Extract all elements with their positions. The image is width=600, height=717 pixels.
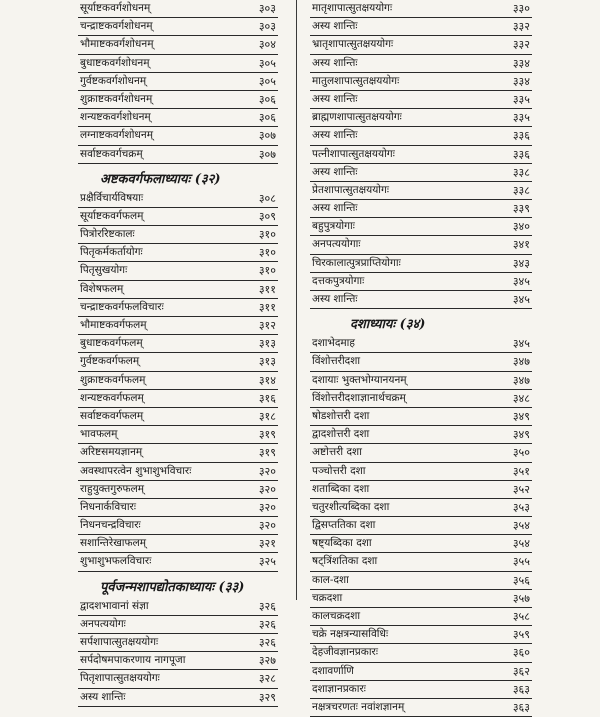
entry-title: पितृसुखयोगः bbox=[80, 264, 128, 277]
index-entry bbox=[310, 663, 532, 681]
entry-title: अरिष्टसमयज्ञानम् bbox=[80, 446, 143, 459]
entry-title: चक्रे नक्षत्रन्यासविधिः bbox=[312, 628, 389, 641]
index-entry bbox=[78, 408, 278, 426]
entry-title: सूर्याष्टकवर्गशोधनम् bbox=[80, 2, 151, 14]
index-entry bbox=[78, 55, 278, 73]
index-entry bbox=[310, 481, 532, 499]
page-number: ३३६ bbox=[512, 147, 530, 161]
page-number: ३१३ bbox=[258, 355, 276, 369]
page-number: ३४९ bbox=[512, 409, 530, 423]
index-entry bbox=[310, 390, 532, 408]
column-divider bbox=[296, 0, 297, 600]
index-entry bbox=[78, 244, 278, 262]
index-entry bbox=[310, 218, 532, 236]
entry-title: द्वादशोत्तरी दशा bbox=[312, 428, 370, 441]
page-number: ३१२ bbox=[258, 319, 276, 332]
page-number: ३४५ bbox=[512, 337, 530, 351]
chapter-title: पूर्वजन्मशापद्योतकाध्यायः (३३) bbox=[100, 579, 245, 595]
entry-title: सर्पशापात्सुतक्षययोगः bbox=[80, 636, 159, 648]
index-entry bbox=[78, 208, 278, 226]
index-entry bbox=[78, 517, 278, 535]
entry-title: दशावर्णाणि bbox=[312, 664, 354, 677]
chapter-heading-34 bbox=[310, 309, 532, 335]
page-number: ३१३ bbox=[258, 337, 276, 351]
index-entry bbox=[310, 273, 532, 291]
page-number: ३३५ bbox=[512, 92, 530, 106]
index-entry bbox=[78, 499, 278, 517]
left-entries-a bbox=[78, 0, 278, 164]
entry-title: सशान्तिरेखाफलम् bbox=[80, 537, 146, 550]
index-entry bbox=[78, 390, 278, 408]
index-entry bbox=[310, 73, 532, 91]
entry-title: दशायाः भुक्तभोग्यानयनम् bbox=[312, 373, 407, 386]
index-entry bbox=[310, 444, 532, 462]
entry-title: द्विसप्ततिका दशा bbox=[312, 519, 376, 532]
entry-title: दत्तकपुत्रयोगाः bbox=[312, 274, 365, 287]
page-number: ३२६ bbox=[258, 636, 276, 649]
entry-title: गुर्वष्टकवर्गशोधनम् bbox=[80, 74, 147, 87]
index-entry bbox=[310, 608, 532, 626]
index-entry bbox=[310, 408, 532, 426]
left-entries-b bbox=[78, 190, 278, 572]
index-entry bbox=[310, 109, 532, 127]
entry-title: अस्य शान्तिः bbox=[312, 92, 358, 105]
page-number: ३५५ bbox=[512, 555, 530, 569]
page-number: ३११ bbox=[258, 282, 276, 296]
page-number: ३३८ bbox=[512, 183, 530, 197]
index-entry bbox=[310, 372, 532, 390]
entry-title: षष्ट्यब्दिका दशा bbox=[312, 537, 372, 550]
page-number: ३१० bbox=[258, 246, 276, 260]
page-number: ३३० bbox=[512, 2, 530, 15]
page-number: ३२६ bbox=[258, 617, 276, 631]
page-number: ३४९ bbox=[512, 428, 530, 442]
page-number: ३१८ bbox=[258, 409, 276, 423]
page-number: ३३५ bbox=[512, 111, 530, 125]
index-entry bbox=[310, 699, 532, 717]
index-entry bbox=[310, 517, 532, 535]
entry-title: सर्वाष्टकवर्गफलम् bbox=[80, 409, 144, 422]
page-number: ३०६ bbox=[258, 92, 276, 106]
entry-title: अस्य शान्तिः bbox=[312, 56, 358, 69]
index-entry bbox=[78, 463, 278, 481]
index-entry bbox=[310, 681, 532, 699]
entry-title: अवस्थापरत्वेन शुभाशुभविचारः bbox=[80, 464, 192, 477]
entry-title: बुधाष्टकवर्गशोधनम् bbox=[80, 56, 150, 69]
page-number: ३४५ bbox=[512, 293, 530, 306]
page-number: ३२७ bbox=[258, 654, 276, 668]
entry-title: चन्द्राष्टकवर्गशोधनम् bbox=[80, 20, 153, 33]
page-number: ३१६ bbox=[258, 391, 276, 405]
index-entry bbox=[310, 291, 532, 309]
chapter-title: दशाध्यायः (३४) bbox=[350, 317, 426, 333]
entry-title: प्रक्षैर्विचार्यविषयाः bbox=[80, 191, 144, 204]
page-number: ३५१ bbox=[512, 464, 530, 478]
entry-title: बुधाष्टकवर्गफलम् bbox=[80, 337, 143, 350]
page-number: ३५७ bbox=[512, 591, 530, 605]
chapter-heading-32 bbox=[78, 164, 278, 190]
entry-title: काल-दशा bbox=[312, 573, 349, 586]
index-entry bbox=[310, 36, 532, 54]
entry-title: अस्य शान्तिः bbox=[312, 129, 358, 142]
page-number: ३११ bbox=[258, 300, 276, 314]
entry-title: प्रेतशापात्सुतक्षययोगः bbox=[312, 183, 390, 196]
page-number: ३५० bbox=[512, 446, 530, 460]
page-number: ३६३ bbox=[512, 700, 530, 714]
index-entry bbox=[78, 353, 278, 371]
index-entry bbox=[78, 652, 278, 670]
entry-title: भ्रातृशापात्सुतक्षययोगः bbox=[312, 38, 394, 51]
page-number: ३४३ bbox=[512, 256, 530, 270]
index-entry bbox=[78, 426, 278, 444]
entry-title: चक्रदशा bbox=[312, 591, 343, 604]
page-number: ३१४ bbox=[258, 373, 276, 387]
index-entry bbox=[310, 572, 532, 590]
left-column bbox=[78, 0, 278, 707]
page-number: ३०८ bbox=[258, 191, 276, 205]
entry-title: राहुयुक्तगुरुफलम् bbox=[80, 482, 144, 495]
index-entry bbox=[310, 18, 532, 36]
page-number: ३५९ bbox=[512, 628, 530, 642]
page-number: ३५३ bbox=[512, 500, 530, 514]
entry-title: सर्पदोषमपाकरणाय नागपूजा bbox=[80, 654, 186, 667]
page-number: ३४८ bbox=[512, 391, 530, 405]
index-entry bbox=[78, 36, 278, 54]
index-entry bbox=[310, 590, 532, 608]
entry-title: चन्द्राष्टकवर्गफलविचारः bbox=[80, 300, 164, 313]
right-entries-a bbox=[310, 0, 532, 309]
index-entry bbox=[78, 281, 278, 299]
index-entry bbox=[310, 255, 532, 273]
entry-title: विंशोत्तरीदशाज्ञानार्थचक्रम् bbox=[312, 391, 406, 404]
index-entry bbox=[78, 481, 278, 499]
entry-title: दशाभेदमाह bbox=[312, 337, 355, 350]
entry-title: शताब्दिका दशा bbox=[312, 482, 370, 495]
page-number: ३०३ bbox=[258, 2, 276, 15]
page-number: ३५८ bbox=[512, 610, 530, 623]
index-entry bbox=[78, 190, 278, 208]
index-entry bbox=[78, 109, 278, 127]
page-number: ३६० bbox=[512, 646, 530, 660]
page-number: ३३९ bbox=[512, 202, 530, 216]
entry-title: शन्यष्टकवर्गफलम् bbox=[80, 391, 144, 404]
left-entries-c bbox=[78, 598, 278, 707]
right-entries-b bbox=[310, 335, 532, 717]
entry-title: भौमाष्टकवर्गशोधनम् bbox=[80, 38, 154, 51]
index-entry bbox=[78, 598, 278, 616]
page-number: ३०५ bbox=[258, 74, 276, 88]
page-number: ३३२ bbox=[512, 20, 530, 34]
entry-title: पञ्चोत्तरी दशा bbox=[312, 464, 366, 477]
page-number: ३२० bbox=[258, 464, 276, 478]
page-number: ३२८ bbox=[258, 672, 276, 686]
entry-title: शुक्राष्टकवर्गशोधनम् bbox=[80, 92, 153, 105]
index-entry bbox=[310, 626, 532, 644]
entry-title: विंशोत्तरीदशा bbox=[312, 355, 361, 368]
entry-title: अस्य शान्तिः bbox=[312, 202, 358, 215]
index-entry bbox=[78, 317, 278, 335]
entry-title: देहजीवज्ञानप्रकारः bbox=[312, 646, 378, 659]
index-entry bbox=[78, 18, 278, 36]
page-number: ३६३ bbox=[512, 682, 530, 696]
page-number: ३२५ bbox=[258, 555, 276, 569]
entry-title: सर्वाष्टकवर्गचक्रम् bbox=[80, 147, 143, 160]
index-entry bbox=[78, 372, 278, 390]
index-entry bbox=[310, 146, 532, 164]
entry-title: पत्नीशापात्सुतक्षययोगः bbox=[312, 147, 395, 160]
index-entry bbox=[78, 73, 278, 91]
page-number: ३०९ bbox=[258, 209, 276, 223]
index-entry bbox=[78, 670, 278, 688]
page-number: ३०३ bbox=[258, 20, 276, 34]
entry-title: गुर्वष्टकवर्गफलम् bbox=[80, 355, 140, 368]
index-entry bbox=[310, 463, 532, 481]
page-number: ३२० bbox=[258, 519, 276, 533]
entry-title: पितृकर्मकर्तायोगः bbox=[80, 246, 143, 259]
index-entry bbox=[78, 689, 278, 707]
page-number: ३६२ bbox=[512, 664, 530, 678]
entry-title: अस्य शान्तिः bbox=[312, 293, 358, 305]
entry-title: अस्य शान्तिः bbox=[312, 165, 358, 178]
page-number: ३२१ bbox=[258, 537, 276, 551]
chapter-heading-33 bbox=[78, 572, 278, 598]
entry-title: अस्य शान्तिः bbox=[312, 20, 358, 33]
page-number: ३४७ bbox=[512, 373, 530, 387]
entry-title: अस्य शान्तिः bbox=[80, 690, 126, 703]
page-number: ३३४ bbox=[512, 56, 530, 70]
index-entry bbox=[78, 616, 278, 634]
entry-title: शुभाशुभफलविचारः bbox=[80, 555, 152, 568]
page-number: ३५६ bbox=[512, 573, 530, 587]
index-entry bbox=[78, 535, 278, 553]
entry-title: दशाज्ञानप्रकारः bbox=[312, 682, 366, 695]
index-entry bbox=[310, 499, 532, 517]
index-entry bbox=[78, 127, 278, 145]
chapter-title: अष्टकवर्गफलाध्यायः (३२) bbox=[100, 171, 221, 187]
index-entry bbox=[310, 236, 532, 254]
index-entry bbox=[78, 0, 278, 18]
index-entry bbox=[78, 299, 278, 317]
entry-title: भावफलम् bbox=[80, 428, 118, 441]
entry-title: षोडशोत्तरी दशा bbox=[312, 409, 370, 422]
index-entry bbox=[310, 55, 532, 73]
entry-title: शन्यष्टकवर्गशोधनम् bbox=[80, 111, 151, 124]
page-number: ३५४ bbox=[512, 537, 530, 551]
page-number: ३१९ bbox=[258, 428, 276, 442]
entry-title: मातुलशापात्सुतक्षययोगः bbox=[312, 74, 400, 87]
index-entry bbox=[78, 553, 278, 571]
page-number: ३२६ bbox=[258, 599, 276, 613]
page-number: ३१९ bbox=[258, 446, 276, 460]
entry-title: भौमाष्टकवर्गफलम् bbox=[80, 319, 147, 331]
entry-title: विशेषफलम् bbox=[80, 282, 124, 295]
index-entry bbox=[78, 226, 278, 244]
index-entry bbox=[78, 444, 278, 462]
page-number: ३५४ bbox=[512, 519, 530, 533]
entry-title: निधनचन्द्रविचारः bbox=[80, 519, 141, 532]
entry-title: निधनार्कविचारः bbox=[80, 500, 136, 513]
page-number: ३४५ bbox=[512, 274, 530, 288]
page-number: ३३४ bbox=[512, 74, 530, 88]
page-number: ३३८ bbox=[512, 165, 530, 179]
index-entry bbox=[78, 262, 278, 280]
index-entry bbox=[310, 0, 532, 18]
index-entry bbox=[78, 335, 278, 353]
index-entry bbox=[310, 91, 532, 109]
page-number: ३०६ bbox=[258, 111, 276, 125]
entry-title: पितृशापात्सुतक्षययोगः bbox=[80, 672, 160, 685]
index-entry bbox=[310, 335, 532, 353]
page-number: ३०७ bbox=[258, 129, 276, 143]
entry-title: शुक्राष्टकवर्गफलम् bbox=[80, 373, 146, 386]
entry-title: लग्नाष्टकवर्गशोधनम् bbox=[80, 129, 153, 142]
right-column bbox=[310, 0, 532, 717]
page-number: ३०७ bbox=[258, 147, 276, 161]
entry-title: द्वादशभावानां संज्ञा bbox=[80, 599, 149, 612]
index-entry bbox=[310, 200, 532, 218]
entry-title: नक्षत्रचरणतः नवांशज्ञानम् bbox=[312, 700, 405, 713]
index-entry bbox=[78, 91, 278, 109]
entry-title: कालचक्रदशा bbox=[312, 610, 361, 622]
index-entry bbox=[310, 353, 532, 371]
index-entry bbox=[310, 164, 532, 182]
index-entry bbox=[310, 644, 532, 662]
index-entry bbox=[310, 182, 532, 200]
page-number: ३१० bbox=[258, 228, 276, 242]
index-entry bbox=[78, 146, 278, 164]
page-number: ३४१ bbox=[512, 238, 530, 252]
entry-title: अनपत्ययोगाः bbox=[312, 238, 361, 251]
index-entry bbox=[78, 634, 278, 652]
entry-title: मातृशापात्सुतक्षययोगः bbox=[312, 2, 393, 14]
page-number: ३०५ bbox=[258, 56, 276, 70]
page-number: ३२० bbox=[258, 500, 276, 514]
page-number: ३३६ bbox=[512, 129, 530, 143]
index-entry bbox=[310, 127, 532, 145]
page-number: ३४० bbox=[512, 220, 530, 234]
entry-title: चिरकालात्पुत्रप्राप्तियोगाः bbox=[312, 256, 401, 269]
page-number: ३२९ bbox=[258, 690, 276, 704]
index-entry bbox=[310, 426, 532, 444]
entry-title: ब्राह्मणशापात्सुतक्षययोगः bbox=[312, 111, 402, 124]
page-number: ३५२ bbox=[512, 482, 530, 496]
entry-title: सूर्याष्टकवर्गफलम् bbox=[80, 209, 144, 222]
entry-title: अनपत्ययोगः bbox=[80, 617, 126, 630]
entry-title: बहुपुत्रयोगाः bbox=[312, 220, 355, 233]
page-number: ३४७ bbox=[512, 355, 530, 369]
page-number: ३२० bbox=[258, 482, 276, 496]
page-number: ३०४ bbox=[258, 38, 276, 52]
index-entry bbox=[310, 535, 532, 553]
index-entry bbox=[310, 553, 532, 571]
page-number: ३३२ bbox=[512, 38, 530, 52]
entry-title: षट्त्रिंशतिका दशा bbox=[312, 555, 378, 568]
entry-title: चतुरशीत्यब्दिका दशा bbox=[312, 500, 390, 513]
entry-title: अष्टोत्तरी दशा bbox=[312, 446, 362, 459]
entry-title: पित्रोररिष्टकालः bbox=[80, 228, 135, 241]
page-number: ३१० bbox=[258, 264, 276, 278]
